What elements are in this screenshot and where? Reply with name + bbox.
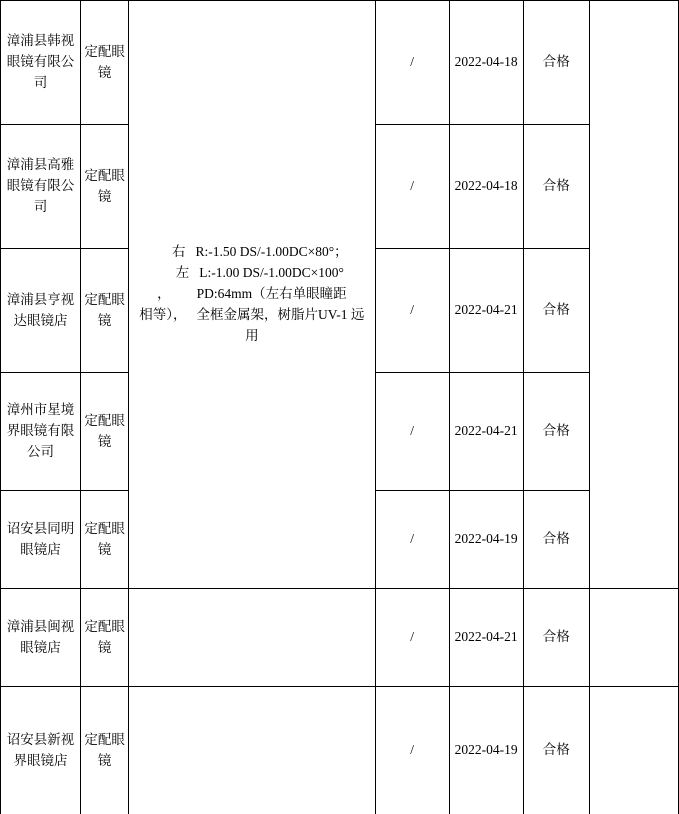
cell-product-type: 定配眼镜: [81, 1, 129, 125]
spec-line-2: [132, 263, 371, 284]
spec-comma: ，: [157, 286, 171, 302]
cell-specification-blank: [129, 687, 375, 814]
spec-line-4: [132, 305, 371, 326]
cell-result: 合格: [523, 1, 589, 125]
cell-result: 合格: [523, 687, 589, 814]
cell-result: 合格: [523, 249, 589, 373]
cell-unit-name: 漳州市星境界眼镜有限公司: [1, 373, 81, 491]
spec-left-label: 左: [175, 265, 190, 281]
cell-sample-code: /: [375, 589, 449, 687]
cell-unit-name: 诏安县新视界眼镜店: [1, 687, 81, 814]
table-row: [1, 589, 679, 687]
cell-sample-date: 2022-04-21: [449, 249, 523, 373]
spec-line-5: [132, 326, 371, 347]
cell-sample-code: /: [375, 1, 449, 125]
spec-right-label: 右: [172, 244, 186, 260]
cell-product-type: 定配眼镜: [81, 589, 129, 687]
cell-result: 合格: [523, 373, 589, 491]
spec-pd-note: 相等），: [139, 306, 187, 322]
cell-remark: [589, 1, 678, 589]
cell-sample-date: 2022-04-18: [449, 125, 523, 249]
cell-sample-date: 2022-04-21: [449, 373, 523, 491]
spec-line-1: [132, 242, 371, 263]
cell-product-type: 定配眼镜: [81, 491, 129, 589]
cell-specification: [129, 1, 375, 589]
cell-product-type: 定配眼镜: [81, 249, 129, 373]
cell-unit-name: 漳浦县闽视眼镜店: [1, 589, 81, 687]
cell-unit-name: 漳浦县高雅眼镜有限公司: [1, 125, 81, 249]
cell-unit-name: 诏安县同明眼镜店: [1, 491, 81, 589]
cell-remark-blank: [589, 687, 678, 814]
cell-product-type: 定配眼镜: [81, 687, 129, 814]
cell-sample-date: 2022-04-21: [449, 589, 523, 687]
spec-frame-note: 全框金属架，树脂片UV-1 远: [196, 306, 365, 322]
cell-sample-code: /: [375, 491, 449, 589]
cell-unit-name: 漳浦县韩视眼镜有限公司: [1, 1, 81, 125]
cell-sample-code: /: [375, 249, 449, 373]
cell-product-type: 定配眼镜: [81, 373, 129, 491]
spec-line-3: [132, 284, 371, 305]
cell-result: 合格: [523, 491, 589, 589]
spec-pd-value: PD:64mm（左右单眼瞳距: [196, 286, 347, 302]
spec-usage: 用: [245, 327, 259, 343]
cell-sample-date: 2022-04-19: [449, 491, 523, 589]
cell-sample-code: /: [375, 373, 449, 491]
cell-product-type: 定配眼镜: [81, 125, 129, 249]
cell-result: 合格: [523, 125, 589, 249]
cell-sample-code: /: [375, 125, 449, 249]
cell-sample-code: /: [375, 687, 449, 814]
cell-sample-date: 2022-04-19: [449, 687, 523, 814]
table-row: [1, 1, 679, 125]
cell-sample-date: 2022-04-18: [449, 1, 523, 125]
cell-specification-blank: [129, 589, 375, 687]
table-row: [1, 687, 679, 814]
cell-result: 合格: [523, 589, 589, 687]
cell-unit-name: 漳浦县亨视达眼镜店: [1, 249, 81, 373]
spec-right-value: R:-1.50 DS/-1.00DC×80°；: [195, 244, 348, 260]
spec-left-value: L:-1.00 DS/-1.00DC×100°: [199, 265, 344, 281]
cell-remark-blank: [589, 589, 678, 687]
